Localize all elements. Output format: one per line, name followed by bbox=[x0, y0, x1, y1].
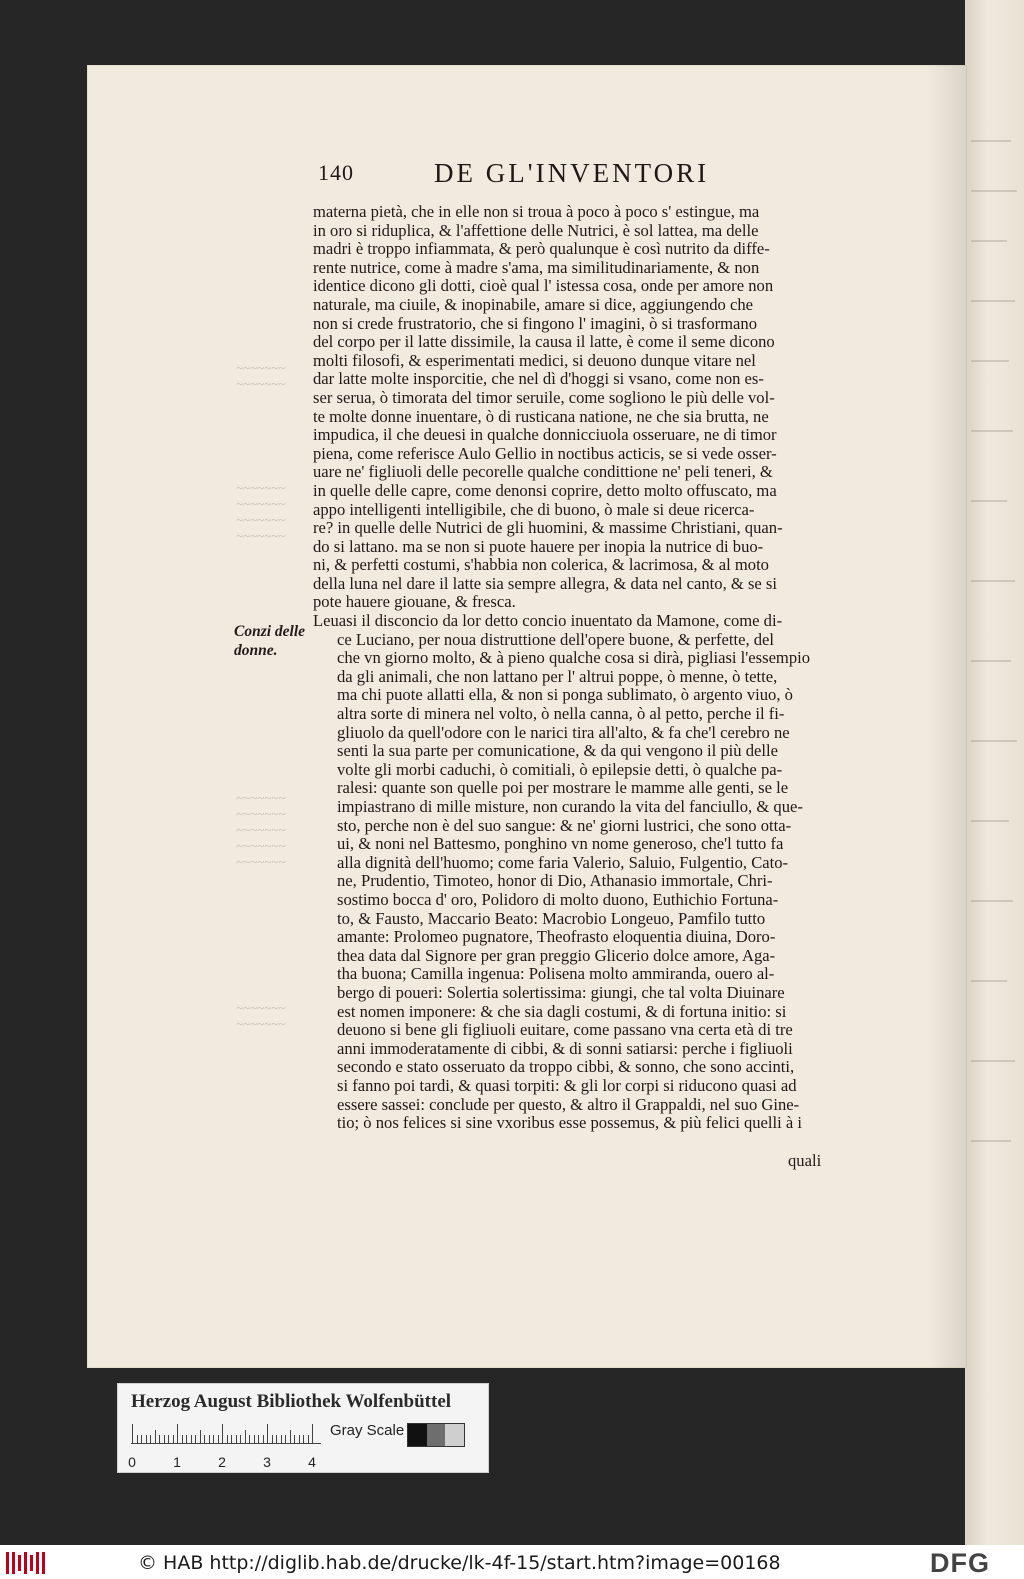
ruler-tick bbox=[218, 1435, 219, 1444]
ruler-tick bbox=[222, 1424, 223, 1444]
text-line: non si crede frustratorio, che si fingono l' imagini, ò si trasformano bbox=[313, 314, 758, 333]
text-line: est nomen imponere: & che sia dagli costumi, & di fortuna initio: si bbox=[337, 1002, 787, 1021]
ruler-tick bbox=[155, 1430, 156, 1444]
text-line: si fanno poi tardi, & quasi torpiti: & gli lor corpi si riducono quasi ad bbox=[337, 1076, 797, 1095]
margin-note: Conzi delle donne. bbox=[234, 623, 306, 659]
text-line: do si lattano. ma se non si puote hauere per inopia la nutrice di buo- bbox=[313, 537, 764, 556]
text-line: piena, come referisce Aulo Gellio in noctibus acticis, se si vede osser- bbox=[313, 444, 777, 463]
ruler-tick bbox=[168, 1435, 169, 1444]
text-line: amante: Prolomeo pugnatore, Theofrasto eloquentia diuina, Doro- bbox=[337, 928, 776, 947]
text-line: bergo di poueri: Solertia solertissima: giungi, che tal volta Diuinare bbox=[337, 983, 785, 1002]
bleed-through: ~~~~~~~ ~~~~~~~ bbox=[236, 1000, 286, 1031]
text-line: del corpo per il latte dissimile, la causa il latte, è come il seme dicono bbox=[313, 333, 775, 352]
page-number: 140 bbox=[318, 160, 354, 185]
text-line: anni immoderatamente di cibbi, & di sonni satiarsi: perche i figliuoli bbox=[337, 1039, 793, 1058]
ruler-tick bbox=[231, 1435, 232, 1444]
ruler-tick bbox=[164, 1435, 165, 1444]
text-line: pote hauere giouane, & fresca. bbox=[313, 593, 516, 612]
text-line: re? in quelle delle Nutrici de gli huomini, & massime Christiani, quan- bbox=[313, 519, 783, 538]
text-line: in quelle delle capre, come denonsi coprire, detto molto offuscato, ma bbox=[313, 481, 777, 500]
ruler-tick bbox=[303, 1435, 304, 1444]
text-line: ralesi: quante son quelle poi per mostrare le mamme alle genti, se le bbox=[337, 779, 789, 798]
text-line: to, & Fausto, Maccario Beato: Macrobio Longeuo, Pamfilo tutto bbox=[337, 909, 766, 928]
text-line: sostimo bocca d' oro, Polidoro di molto duono, Euthichio Fortuna- bbox=[337, 890, 779, 909]
text-line: gliuolo da quell'odore con le narici tira all'alto, & fa che'l cerebro ne bbox=[337, 723, 790, 742]
ruler-tick bbox=[249, 1435, 250, 1444]
catchword: quali bbox=[788, 1151, 822, 1170]
gray-scale-label: Gray Scale bbox=[330, 1422, 405, 1439]
ruler-tick bbox=[254, 1435, 255, 1444]
text-line: ui, & noni nel Battesmo, ponghino vn nome generoso, che'l tutto fa bbox=[337, 835, 784, 854]
text-line: ma chi puote allatti ella, & non si ponga sublimato, ò argento viuo, ò bbox=[337, 686, 793, 705]
text-line: thea data dal Signore per gran preggio Glicerio dolce amore, Aga- bbox=[337, 946, 776, 965]
text-line: rente nutrice, come à madre s'ama, ma similitudinariamente, & non bbox=[313, 258, 760, 277]
ruler-tick bbox=[281, 1435, 282, 1444]
ruler-tick bbox=[182, 1435, 183, 1444]
gray-swatch bbox=[445, 1424, 464, 1446]
ruler-tick bbox=[132, 1424, 133, 1444]
ruler-tick bbox=[137, 1435, 138, 1444]
ruler-tick bbox=[159, 1435, 160, 1444]
ruler-tick bbox=[213, 1435, 214, 1444]
footer-bar bbox=[0, 1545, 1024, 1579]
text-line: ne, Prudentio, Timoteo, honor di Dio, Athanasio immortale, Chri- bbox=[337, 872, 773, 891]
text-line: molti filosofi, & esperimentati medici, si deuono dunque vitare nel bbox=[313, 351, 756, 370]
ruler-label: 4 bbox=[308, 1454, 316, 1470]
text-line: che vn giorno molto, & à pieno qualche cosa si dirà, pigliasi l'essempio bbox=[337, 649, 811, 668]
text-line: dar latte molte insporcitie, che nel dì d'hoggi si vsano, come non es- bbox=[313, 370, 764, 389]
text-line: naturale, ma ciuile, & inopinabile, amare si dice, aggiungendo che bbox=[313, 295, 754, 314]
library-name: Herzog August Bibliothek Wolfenbüttel bbox=[131, 1391, 452, 1412]
text-line: deuono si bene gli figliuoli euitare, come passano vna certa età di tre bbox=[337, 1021, 793, 1040]
text-line: volte gli morbi caduchi, ò comitiali, ò epilepsie detti, ò qualche pa- bbox=[337, 760, 783, 779]
running-title: DE GL'INVENTORI bbox=[434, 158, 710, 188]
ruler-tick bbox=[240, 1435, 241, 1444]
ruler-tick bbox=[191, 1435, 192, 1444]
ruler-tick bbox=[186, 1435, 187, 1444]
ruler-tick bbox=[204, 1435, 205, 1444]
ruler-tick bbox=[290, 1430, 291, 1444]
gray-swatch bbox=[427, 1424, 446, 1446]
text-line: da gli animali, che non lattano per l' altrui poppe, ò menne, ò tette, bbox=[337, 667, 778, 686]
ruler-tick bbox=[173, 1435, 174, 1444]
adjacent-page-edge bbox=[965, 0, 1024, 1545]
gray-swatch bbox=[408, 1424, 427, 1446]
ruler-tick bbox=[276, 1435, 277, 1444]
text-line: sto, perche non è del suo sangue: & ne' giorni lustrici, che sono otta- bbox=[337, 816, 792, 835]
ruler-tick bbox=[200, 1430, 201, 1444]
ruler-tick bbox=[267, 1424, 268, 1444]
copyright-link[interactable]: © HAB http://diglib.hab.de/drucke/lk-4f-15/start.htm?image=00168 bbox=[138, 1552, 781, 1574]
gray-scale-swatches bbox=[407, 1423, 465, 1447]
ruler-tick bbox=[285, 1435, 286, 1444]
text-line: in oro si riduplica, & l'affettione delle Nutrici, è sol lattea, ma delle bbox=[313, 221, 759, 240]
text-line: materna pietà, che in elle non si troua à poco à poco s' estingue, ma bbox=[313, 203, 760, 221]
ruler-tick bbox=[263, 1435, 264, 1444]
running-head bbox=[318, 160, 758, 190]
text-line: altra sorte di minera nel volto, ò nella canna, ò al petto, perche il fi- bbox=[337, 705, 785, 724]
text-line: madri è troppo infiammata, & però qualunque è così nutrito da diffe- bbox=[313, 240, 770, 259]
bleed-through: ~~~~~~~ ~~~~~~~ bbox=[236, 360, 286, 391]
text-line: te molte donne inuentare, ò di rusticana natione, ne che sia brutta, ne bbox=[313, 407, 769, 426]
text-line: uare ne' figliuoli delle pecorelle qualche condittione ne' peli teneri, & bbox=[313, 463, 773, 482]
ruler-tick bbox=[299, 1435, 300, 1444]
ruler-tick bbox=[272, 1435, 273, 1444]
ruler bbox=[131, 1422, 321, 1444]
hab-logo-icon bbox=[6, 1552, 46, 1574]
ruler-tick bbox=[141, 1435, 142, 1444]
text-line: essere sassei: conclude per questo, & altro il Grappaldi, nel suo Gine- bbox=[337, 1095, 800, 1114]
ruler-tick bbox=[146, 1435, 147, 1444]
text-line: Leuasi il disconcio da lor detto concio inuentato da Mamone, come di- bbox=[313, 612, 783, 631]
ruler-tick bbox=[209, 1435, 210, 1444]
body-text bbox=[313, 203, 853, 1133]
ruler-tick bbox=[150, 1435, 151, 1444]
ruler-tick bbox=[294, 1435, 295, 1444]
text-line: tio; ò nos felices si sine vxoribus esse possemus, & più felici quelli à i bbox=[337, 1114, 803, 1133]
ruler-label: 1 bbox=[173, 1454, 181, 1470]
text-line: ce Luciano, per noua distruttione dell'opere buone, & perfette, del bbox=[337, 630, 775, 649]
color-scale-card bbox=[117, 1383, 489, 1473]
ruler-tick bbox=[227, 1435, 228, 1444]
text-line: tha buona; Camilla ingenua: Polisena molto ammiranda, ouero al- bbox=[337, 965, 775, 984]
ruler-tick bbox=[245, 1430, 246, 1444]
text-line: impudica, il che deuesi in qualche donnicciuola osseruare, ne di timor bbox=[313, 426, 777, 445]
text-line: della luna nel dare il latte sia sempre allegra, & data nel canto, & se si bbox=[313, 574, 777, 593]
ruler-tick bbox=[308, 1435, 309, 1444]
text-line: ni, & perfetti costumi, s'habbia non colerica, & lacrimosa, & al moto bbox=[313, 556, 769, 575]
ruler-tick bbox=[312, 1424, 313, 1444]
dfg-logo: DFG bbox=[930, 1548, 990, 1578]
text-line: senti la sua parte per comunicatione, & da qui vengono il più delle bbox=[337, 742, 778, 761]
ruler-tick bbox=[258, 1435, 259, 1444]
ruler-tick bbox=[195, 1435, 196, 1444]
text-line: impiastrano di mille misture, non curando la vita del fanciullo, & que- bbox=[337, 798, 803, 816]
text-line: ser serua, ò timorata del timor seruile, come sogliono le più delle vol- bbox=[313, 388, 775, 407]
ruler-tick bbox=[177, 1424, 178, 1444]
ruler-label: 2 bbox=[218, 1454, 226, 1470]
text-line: alla dignità dell'huomo; come faria Valerio, Saluio, Fulgentio, Cato- bbox=[337, 853, 789, 872]
bleed-through: ~~~~~~~ ~~~~~~~ ~~~~~~~ ~~~~~~~ ~~~~~~~ bbox=[236, 790, 286, 869]
ruler-label: 0 bbox=[128, 1454, 136, 1470]
bleed-through: ~~~~~~~ ~~~~~~~ ~~~~~~~ ~~~~~~~ bbox=[236, 480, 286, 543]
text-line: identice dicono gli dotti, cioè qual l' istessa cosa, onde per amore non bbox=[313, 277, 774, 296]
text-line: secondo e stato osseruato da troppo cibbi, & sonno, che sono accinti, bbox=[337, 1058, 795, 1077]
ruler-tick bbox=[236, 1435, 237, 1444]
text-line: appo intelligenti intelligibile, che di buono, ò male si deue ricerca- bbox=[313, 500, 755, 519]
ruler-label: 3 bbox=[263, 1454, 271, 1470]
